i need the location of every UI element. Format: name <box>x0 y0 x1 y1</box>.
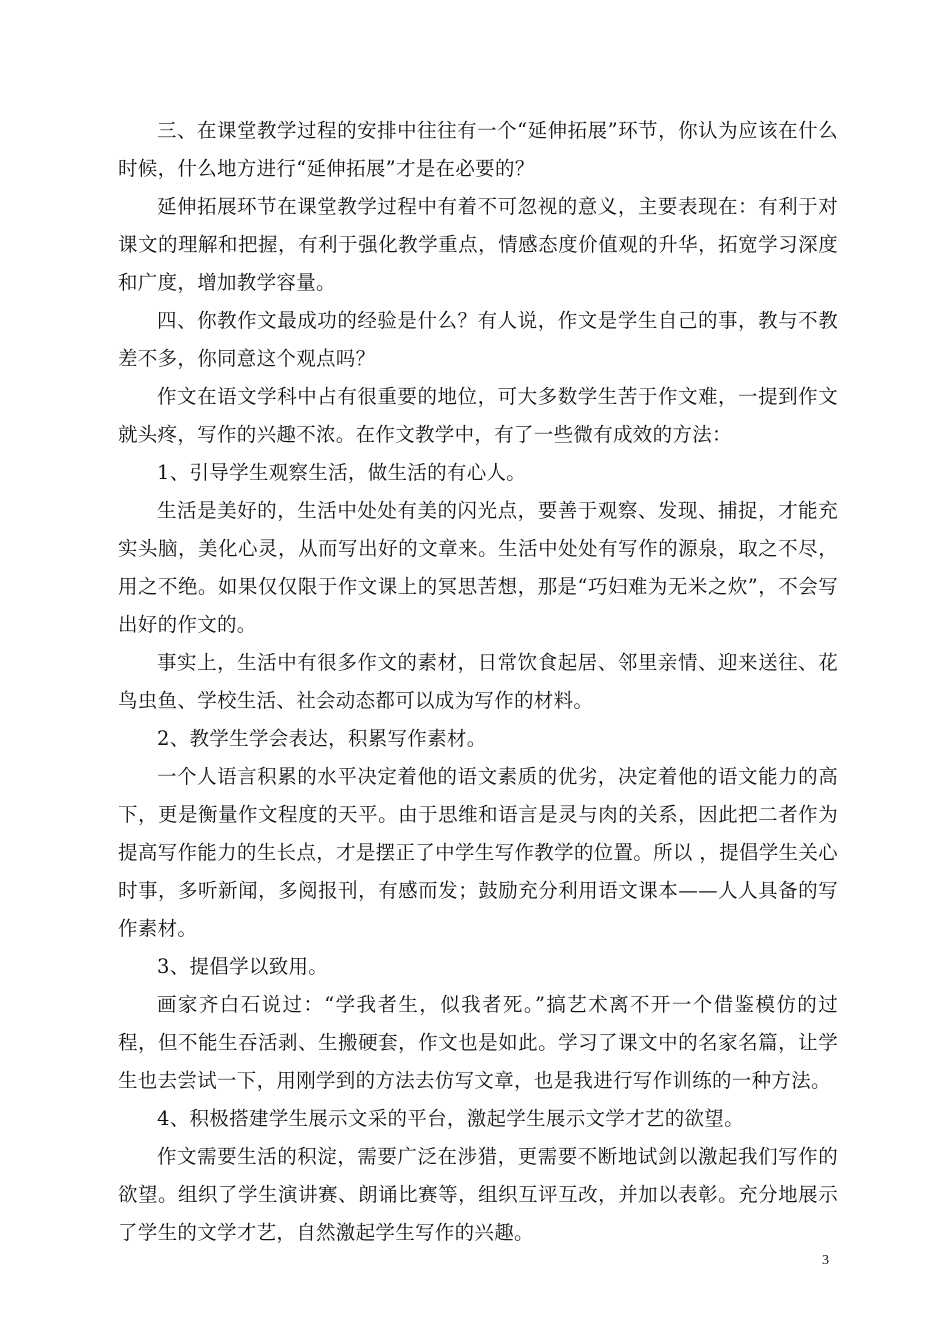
paragraph-method-1-body: 生活是美好的，生活中处处有美的闪光点，要善于观察、发现、捕捉，才能充实头脑，美化心灵，从而写出好的文章来。生活中处处有写作的源泉，取之不尽，用之不绝。如果仅仅限于作文课上的冥思苦想，那是“巧妇难为无米之炊”，不会写出好的作文的。 <box>118 499 838 636</box>
document-body <box>118 112 838 1252</box>
page-number: 3 <box>822 1253 829 1268</box>
paragraph-question-4: 四、你教作文最成功的经验是什么？有人说，作文是学生自己的事，教与不教差不多，你同意这个观点吗？ <box>118 309 838 370</box>
paragraph-method-1-heading: 1、引导学生观察生活，做生活的有心人。 <box>157 461 527 484</box>
paragraph-method-4-body: 作文需要生活的积淀，需要广泛在涉猎，更需要不断地试剑以激起我们写作的欲望。组织了学生演讲赛、朗诵比赛等，组织互评互改，并加以表彰。充分地展示了学生的文学才艺，自然激起学生写作的兴趣。 <box>118 1145 838 1244</box>
paragraph-method-2-body: 一个人语言积累的水平决定着他的语文素质的优劣，决定着他的语文能力的高下，更是衡量作文程度的天平。由于思维和语言是灵与肉的关系，因此把二者作为提高写作能力的生长点，才是摆正了中学生写作教学的位置。所以 ，提倡学生关心时事，多听新闻，多阅报刊，有感而发；鼓励充分利用语文课本——人人具备的写作素材。 <box>118 765 838 940</box>
paragraph-answer-4-intro: 作文在语文学科中占有很重要的地位，可大多数学生苦于作文难，一提到作文就头疼，写作的兴趣不浓。在作文教学中，有了一些微有成效的方法： <box>118 385 838 446</box>
paragraph-method-3-heading: 3、提倡学以致用。 <box>157 955 329 978</box>
paragraph-answer-3: 延伸拓展环节在课堂教学过程中有着不可忽视的意义，主要表现在：有利于对课文的理解和把握，有利于强化教学重点，情感态度价值观的升华，拓宽学习深度和广度，增加教学容量。 <box>118 195 838 294</box>
paragraph-question-3: 三、在课堂教学过程的安排中往往有一个“延伸拓展”环节，你认为应该在什么时候，什么地方进行“延伸拓展”才是在必要的？ <box>118 119 838 180</box>
paragraph-method-1-body-2: 事实上，生活中有很多作文的素材，日常饮食起居、邻里亲情、迎来送往、花鸟虫鱼、学校生活、社会动态都可以成为写作的材料。 <box>118 651 838 712</box>
paragraph-method-4-heading: 4、积极搭建学生展示文采的平台，激起学生展示文学才艺的欲望。 <box>157 1107 744 1130</box>
paragraph-method-2-heading: 2、教学生学会表达，积累写作素材。 <box>157 727 487 750</box>
paragraph-method-3-body: 画家齐白石说过：“学我者生，似我者死。”搞艺术离不开一个借鉴模仿的过程，但不能生吞活剥、生搬硬套，作文也是如此。学习了课文中的名家名篇，让学生也去尝试一下，用刚学到的方法去仿写文章，也是我进行写作训练的一种方法。 <box>118 993 838 1092</box>
